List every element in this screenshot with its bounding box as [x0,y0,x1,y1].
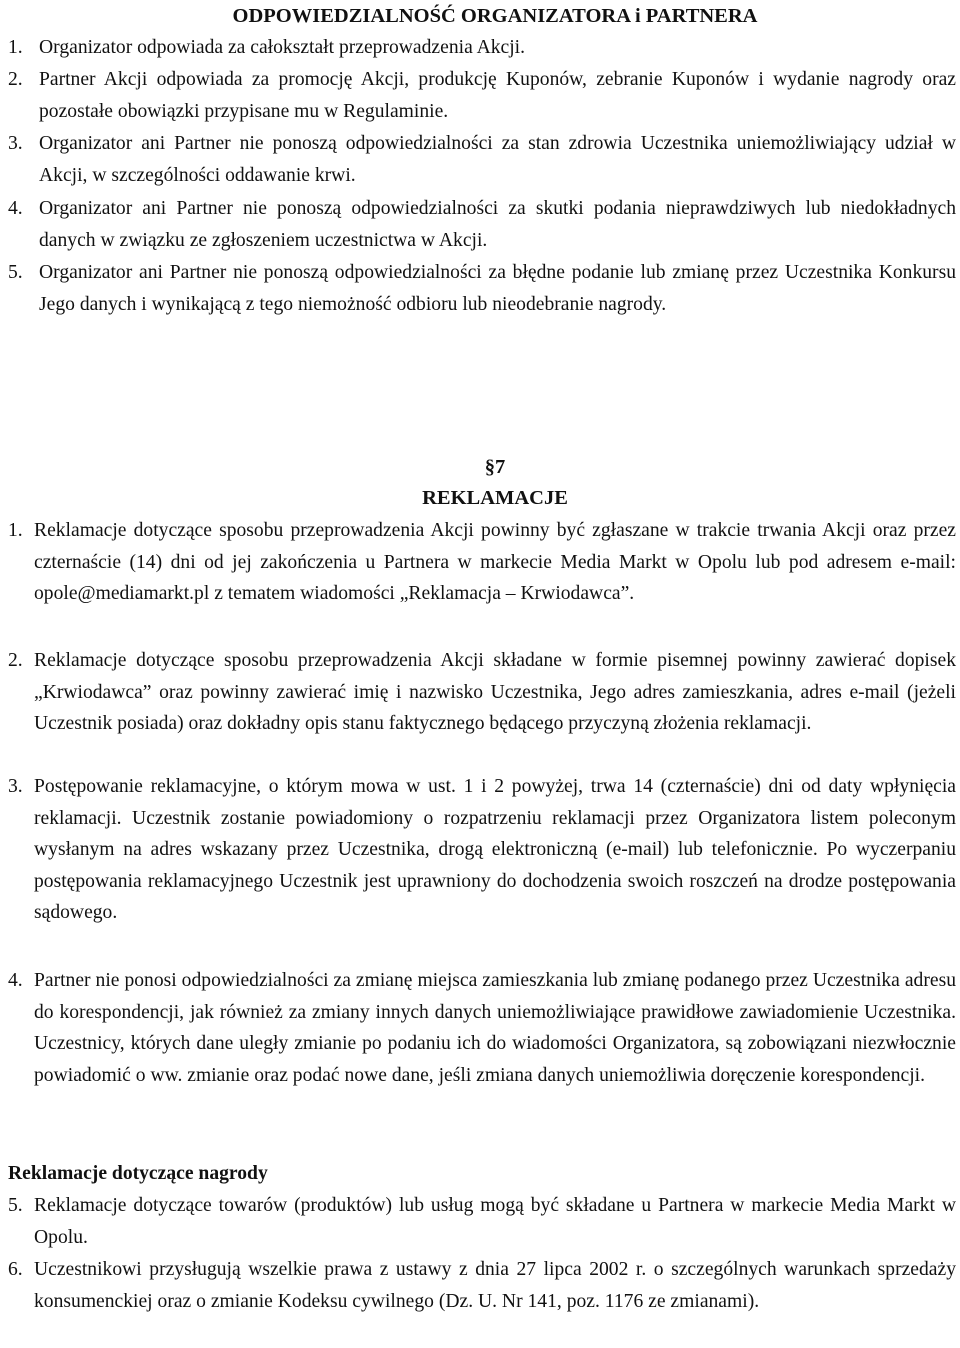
item-text: Partner Akcji odpowiada za promocję Akcji, produkcję Kuponów, zebranie Kuponów i wydanie nagrody oraz pozostałe obowiązki przypisane mu w Regulaminie. [39,69,956,122]
list-item [8,771,956,929]
list-item [8,645,956,740]
item-number: 1. [8,520,23,541]
list-item [8,193,956,256]
item-number: 2. [8,69,23,90]
section-title-liability: ODPOWIEDZIALNOŚĆ ORGANIZATORA i PARTNERA [232,5,758,27]
item-text: Organizator ani Partner nie ponoszą odpowiedzialności za stan zdrowia Uczestnika uniemożliwiający udział w Akcji, w szczególności oddawanie krwi. [39,133,956,186]
item-number: 3. [8,133,23,154]
item-number: 4. [8,970,23,991]
list-item [8,128,956,191]
list-item [8,965,956,1091]
section-number-value: 7 [495,456,506,478]
item-text: Reklamacje dotyczące sposobu przeprowadzenia Akcji powinny być zgłaszane w trakcie trwania Akcji oraz przez czternaście (14) dni od jej zakończenia u Partnera w markecie Media Markt w Opolu lub pod adresem e-mail: opole@mediamarkt.pl z tematem wiadomości „Reklamacja – Krwiodawca”. [34,520,956,604]
item-text: Reklamacje dotyczące towarów (produktów) lub usług mogą być składane u Partnera w markecie Media Markt w Opolu. [34,1195,956,1248]
subheading-prize-complaints: Reklamacje dotyczące nagrody [8,1163,268,1184]
item-text: Organizator ani Partner nie ponoszą odpowiedzialności za błędne podanie lub zmianę przez Uczestnika Konkursu Jego danych i wynikającą z tego niemożność odbioru lub nieodebranie nagrody. [39,262,956,315]
list-item [8,1190,956,1253]
item-number: 1. [8,37,23,58]
item-text: Organizator odpowiada za całokształt przeprowadzenia Akcji. [39,37,526,58]
item-number: 5. [8,1195,23,1216]
item-text: Partner nie ponosi odpowiedzialności za zmianę miejsca zamieszkania lub zmianę podanego przez Uczestnika adresu do korespondencji, jak również za zmiany innych danych uniemożliwiające prawidłowe zawiadomienie Uczestnika. Uczestnicy, których dane uległy zmianie po podaniu ich do wiadomości Organizatora, są zobowiązani niezwłocznie powiadomić o ww. zmianie oraz podać nowe dane, jeśli zmiana danych uniemożliwia doręczenie korespondencji. [34,970,956,1086]
item-text: Organizator ani Partner nie ponoszą odpowiedzialności za skutki podania nieprawdziwych lub niedokładnych danych w związku ze zgłoszeniem uczestnictwa w Akcji. [39,198,956,251]
item-number: 5. [8,262,23,283]
list-item [8,32,956,64]
item-number: 6. [8,1259,23,1280]
item-text: Reklamacje dotyczące sposobu przeprowadzenia Akcji składane w formie pisemnej powinny zawierać dopisek „Krwiodawca” oraz powinny zawierać imię i nazwisko Uczestnika, Jego adres zamieszkania, adres e-mail (jeżeli Uczestnik posiada) oraz dokładny opis stanu faktycznego będącego przyczyną złożenia reklamacji. [34,650,956,734]
list-item [8,64,956,127]
section-title-complaints: REKLAMACJE [422,487,568,509]
item-text: Postępowanie reklamacyjne, o którym mowa w ust. 1 i 2 powyżej, trwa 14 (czternaście) dni od daty wpłynięcia reklamacji. Uczestnik zostanie powiadomiony o rozpatrzeniu reklamacji przez Organizatora listem poleconym wysłanym na adres wskazany przez Uczestnika, drogą elektroniczną (e-mail) lub telefonicznie. Po wyczerpaniu postępowania reklamacyjnego Uczestnik jest uprawniony do dochodzenia swoich roszczeń na drodze postępowania sądowego. [34,776,956,923]
list-item [8,515,956,610]
item-number: 3. [8,776,23,797]
item-number: 4. [8,198,23,219]
item-text: Uczestnikowi przysługują wszelkie prawa z ustawy z dnia 27 lipca 2002 r. o szczególnych warunkach sprzedaży konsumenckiej oraz o zmianie Kodeksu cywilnego (Dz. U. Nr 141, poz. 1176 ze zmianami). [34,1259,956,1312]
item-number: 2. [8,650,23,671]
list-item [8,257,956,320]
list-item [8,1254,956,1317]
section-number: §7 [484,456,506,478]
